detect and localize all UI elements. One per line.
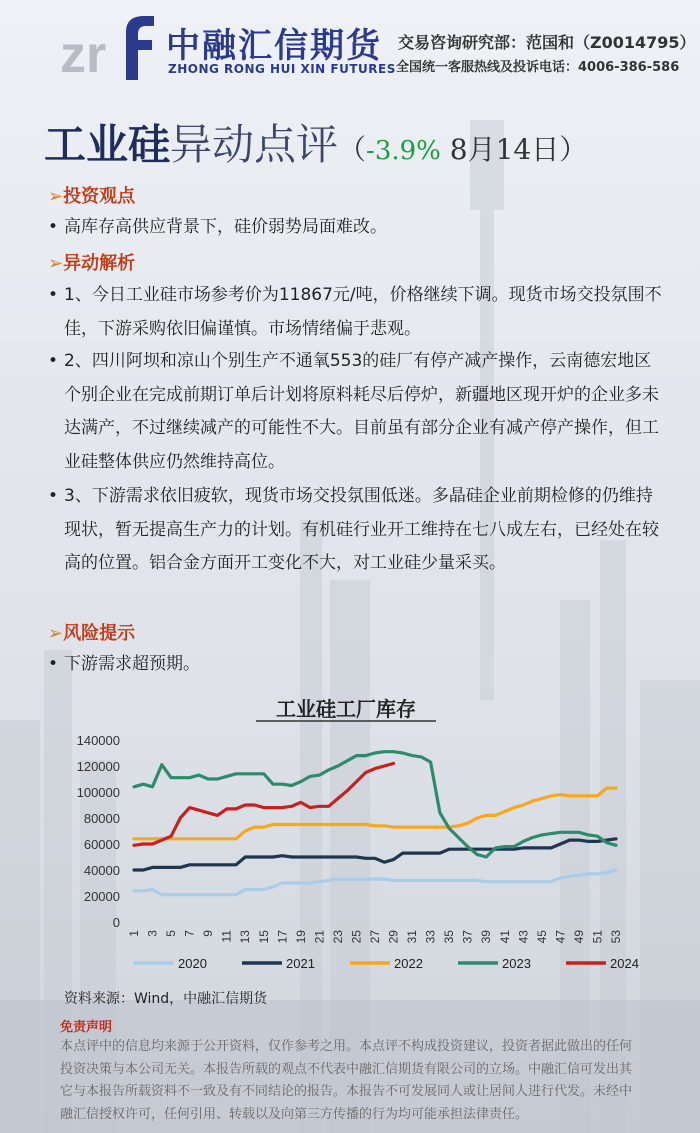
arrow-icon: ➢ [48, 186, 64, 207]
y-tick-label: 120000 [76, 759, 120, 774]
bullet-icon: • [48, 654, 59, 674]
header [0, 0, 700, 92]
disclaimer-text: 本点评中的信息均来源于公开资料，仅作参考之用。本点评不构成投资建议，投资者据此做出的任何投资决策与本公司无关。本报告所载的观点不代表中融汇信期货有限公司的立场。中融汇信可发出其它与本报告所载资料不一致及有不同结论的报告。本报告不可发展同人或让居间人进行代发。未经中融汇信授权许可，任何引用、转载以及向第三方传播的行为均可能承担法律责任。 [60, 1039, 633, 1122]
x-tick-label: 37 [460, 930, 475, 944]
x-tick-label: 7 [182, 930, 197, 937]
x-tick-label: 39 [479, 930, 494, 944]
y-tick-label: 0 [112, 915, 120, 930]
x-tick-label: 35 [442, 930, 457, 944]
company-name-en: ZHONG RONG HUI XIN FUTURES [168, 62, 396, 76]
bullet-icon: • [48, 217, 59, 237]
list-item: • 2、四川阿坝和凉山个别生产不通氧553的硅厂有停产减产操作，云南德宏地区个别企业在完成前期订单后计划将原料耗尽后停炉，新疆地区现开炉的企业多未达满产，不过继续减产的可能性不大。目前虽有部分企业有减产停产操作，但工业硅整体供应仍然维持高位。 [48, 345, 662, 479]
x-tick-label: 15 [256, 930, 271, 944]
x-tick-label: 41 [497, 930, 512, 944]
x-tick-label: 43 [516, 930, 531, 944]
customer-hotline: 全国统一客服热线及投诉电话：4006-386-586 [396, 60, 680, 75]
y-tick-label: 100000 [76, 785, 120, 800]
company-name-cn: 中融汇信期货 [166, 26, 382, 66]
x-tick-label: 47 [553, 930, 568, 944]
list-item: • 高库存高供应背景下，硅价弱势局面难改。 [48, 211, 662, 245]
inventory-chart [56, 684, 664, 984]
x-tick-label: 11 [219, 930, 234, 943]
section-title: 风险提示 [63, 623, 136, 644]
series-line-2021 [134, 839, 616, 870]
svg-text:zr: zr [60, 26, 107, 82]
page-title [44, 112, 684, 168]
legend-label: 2021 [286, 956, 315, 971]
x-tick-label: 21 [312, 930, 327, 944]
bullet-icon: • [48, 285, 59, 305]
list-item: • 1、今日工业硅市场参考价为11867元/吨，价格继续下调。现货市场交投氛围不佳，下游采购依旧偏谨慎。市场情绪偏于悲观。 [48, 279, 662, 346]
y-tick-label: 20000 [83, 889, 120, 904]
section-title: 异动解析 [63, 253, 136, 274]
x-tick-label: 9 [201, 930, 216, 937]
section-anomaly-analysis [48, 249, 135, 275]
x-tick-label: 49 [571, 930, 586, 944]
y-tick-label: 80000 [83, 811, 120, 826]
section-title: 投资观点 [63, 186, 136, 207]
arrow-icon: ➢ [48, 623, 64, 644]
series-line-2020 [134, 870, 616, 895]
data-source: 资料来源：Wind，中融汇信期货 [64, 991, 268, 1007]
list-item: • 3、下游需求依旧疲软，现货市场交投氛围低迷。多晶硅企业前期检修的仍维持现状，暂无提高生产力的计划。有机硅行业开工维持在七八成左右，已经处在较高的位置。铝合金方面开工变化不大，对工业硅少量采买。 [48, 480, 662, 581]
research-dept-analyst: 交易咨询研究部：范国和（Z0014795） [398, 33, 696, 52]
x-tick-label: 31 [405, 930, 420, 944]
company-logo-mark [60, 10, 156, 82]
x-tick-label: 25 [349, 930, 364, 944]
list-item: • 下游需求超预期。 [48, 648, 662, 682]
line-chart [56, 684, 664, 984]
disclaimer-title: 免责声明 [60, 1020, 113, 1035]
section-risk-warning [48, 619, 135, 645]
title-product: 工业硅 [44, 120, 171, 169]
x-tick-label: 23 [330, 930, 345, 944]
y-tick-label: 140000 [76, 733, 120, 748]
legend-label: 2022 [394, 956, 423, 971]
bullet-icon: • [48, 486, 59, 506]
title-date: 8月14日） [440, 133, 588, 166]
x-tick-label: 27 [368, 930, 382, 944]
legend-label: 2023 [502, 956, 531, 971]
y-tick-label: 60000 [83, 837, 120, 852]
x-tick-label: 51 [590, 930, 605, 944]
x-tick-label: 17 [275, 930, 290, 944]
price-change-percent: -3.9% [366, 136, 441, 166]
y-tick-label: 40000 [83, 863, 120, 878]
bullet-icon: • [48, 351, 59, 371]
title-topic: 异动点评 [170, 120, 339, 169]
legend-label: 2024 [610, 956, 639, 971]
x-tick-label: 29 [386, 930, 401, 944]
x-tick-label: 5 [164, 930, 179, 937]
x-tick-label: 13 [238, 930, 253, 944]
arrow-icon: ➢ [48, 253, 64, 274]
section-investment-view [48, 182, 135, 208]
x-tick-label: 19 [293, 930, 308, 944]
x-tick-label: 1 [127, 930, 141, 937]
legend-label: 2020 [178, 956, 207, 971]
x-tick-label: 33 [423, 930, 438, 944]
title-paren: （ [338, 133, 367, 166]
x-tick-label: 3 [145, 930, 160, 937]
chart-title: 工业硅工厂库存 [276, 697, 416, 721]
x-tick-label: 53 [609, 930, 623, 944]
x-tick-label: 45 [534, 930, 549, 944]
